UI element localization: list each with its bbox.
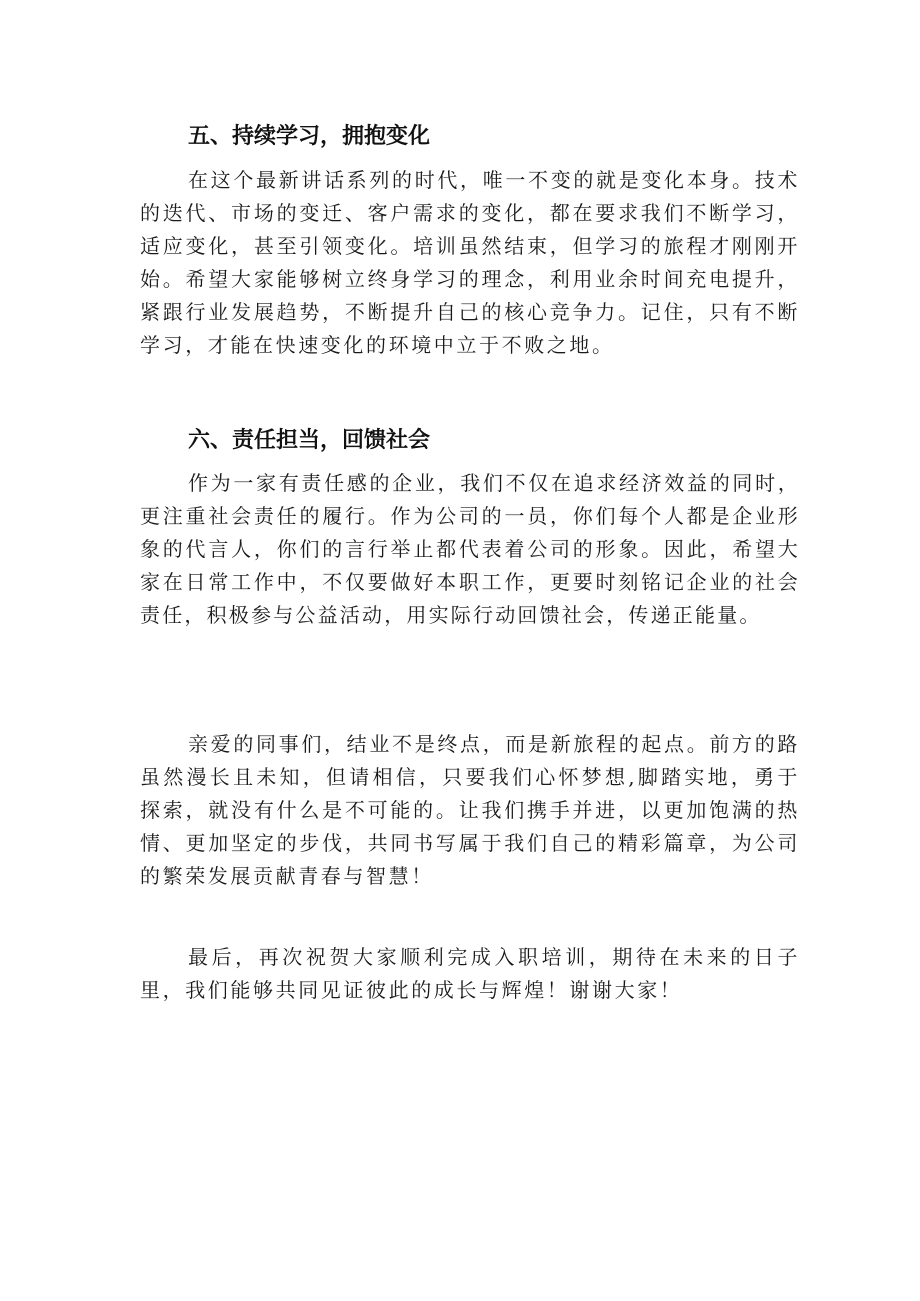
paragraph-continuous-learning: 在这个最新讲话系列的时代，唯一不变的就是变化本身。技术的迭代、市场的变迁、客户需求的变化，都在要求我们不断学习，适应变化，甚至引领变化。培训虽然结束，但学习的旅程才刚刚开始。希望大家能够树立终身学习的理念，利用业余时间充电提升，紧跟行业发展趋势，不断提升自己的核心竞争力。记住，只有不断学习，才能在快速变化的环境中立于不败之地。 [140, 168, 800, 357]
closing-paragraph-block [140, 728, 800, 893]
paragraph-closing-message: 亲爱的同事们，结业不是终点，而是新旅程的起点。前方的路虽然漫长且未知，但请相信，只要我们心怀梦想,脚踏实地，勇于探索，就没有什么是不可能的。让我们携手并进，以更加饱满的热情、更加坚定的步伐，共同书写属于我们自己的精彩篇章，为公司的繁荣发展贡献青春与智慧！ [140, 732, 800, 888]
section-heading-responsibility: 六、责任担当，回馈社会 [188, 428, 431, 453]
final-thanks-block [140, 941, 800, 1007]
paragraph-responsibility: 作为一家有责任感的企业，我们不仅在追求经济效益的同时，更注重社会责任的履行。作为公司的一员，你们每个人都是企业形象的代言人，你们的言行举止都代表着公司的形象。因此，希望大家在日常工作中，不仅要做好本职工作，更要时刻铭记企业的社会责任，积极参与公益活动，用实际行动回馈社会，传递正能量。 [140, 471, 800, 627]
section-heading-continuous-learning: 五、持续学习，拥抱变化 [188, 124, 431, 149]
paragraph-final-thanks: 最后，再次祝贺大家顺利完成入职培训，期待在未来的日子里，我们能够共同见证彼此的成长与辉煌！谢谢大家！ [140, 945, 800, 1002]
section-body-continuous-learning [140, 164, 800, 362]
section-body-responsibility [140, 467, 800, 632]
